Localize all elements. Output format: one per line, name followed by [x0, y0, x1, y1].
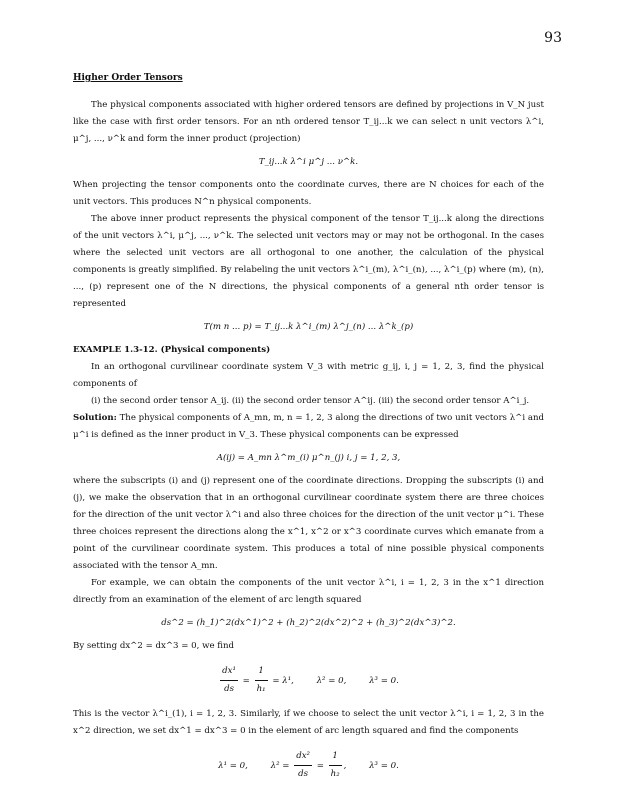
- eq5-term-2: λ² = 0,: [316, 676, 347, 686]
- eq6-term-1: λ¹ = 0,: [218, 761, 248, 771]
- eq5-term-1: $\frac{\text{dx¹}}{ds}$ = $\frac{1}{\text{h₁}}$ = λ¹,: [218, 663, 294, 698]
- paragraph-3: The above inner product represents the physical component of the tensor T_ij...k along the directions of the unit vectors λ^i, μ^j, ..., ν^k. The selected unit vectors may or may not be orthogonal. In the cases where the selected unit vectors are all orthogonal to one another, the calculation of the physical components is greatly simplified. By relabeling the unit vectors λ^i_(m), λ^i_(n), ..., λ^i_(p) where (m), (n), ..., (p) represent one of the N directions, the physical components of a general nth order tensor is represented: [73, 214, 544, 309]
- paragraph-10: This is the vector λ^i_(1), i = 1, 2, 3. Similarly, if we choose to select the unit vector λ^i, i = 1, 2, 3 in the x^2 direction, we set dx^1 = dx^3 = 0 in the element of arc length squared and find the components: [73, 709, 544, 736]
- paragraph-9: By setting dx^2 = dx^3 = 0, we find: [73, 641, 235, 651]
- eq6-frac1-den: ds: [298, 769, 309, 779]
- eq6-term-2: λ² = $\frac{\text{dx²}}{ds}$ = $\frac{1}{\text{h₂}}$ ,: [271, 748, 347, 783]
- eq6-fraction-2: [329, 748, 342, 783]
- eq5-frac1-den: ds: [224, 684, 234, 694]
- equation-1: T_ij...k λ^i μ^j ... ν^k.: [258, 157, 359, 167]
- page-number: 93: [544, 30, 562, 46]
- equation-6: [73, 748, 544, 783]
- solution-label: Solution:: [73, 413, 117, 423]
- section-heading: Higher Order Tensors: [73, 73, 183, 83]
- paragraph-1: The physical components associated with higher ordered tensors are defined by projections in V_N just like the case with first order tensors. For an nth ordered tensor T_ij...k we can select n unit vectors λ^i, μ^j, ..., ν^k and form the inner product (projection): [73, 100, 544, 144]
- equation-4: ds^2 = (h_1)^2(dx^1)^2 + (h_2)^2(dx^2)^2 + (h_3)^2(dx^3)^2.: [161, 618, 456, 628]
- example-title: EXAMPLE 1.3-12. (Physical components): [73, 345, 271, 355]
- paragraph-8: For example, we can obtain the components of the unit vector λ^i, i = 1, 2, 3 in the x^1 direction directly from an examination of the element of arc length squared: [73, 578, 544, 605]
- solution-paragraph: [73, 410, 544, 444]
- eq5-term-3: λ³ = 0.: [369, 676, 399, 686]
- eq5-frac2-den: h₁: [256, 684, 266, 694]
- eq6-frac2-num: 1: [329, 748, 342, 766]
- paragraph-6: The physical components of A_mn, m, n = 1, 2, 3 along the directions of two unit vectors λ^i and μ^i is defined as the inner product in V_3. These physical components can be expressed: [73, 413, 544, 440]
- equation-5: [73, 663, 544, 698]
- eq6-frac2-den: h₂: [330, 769, 340, 779]
- equation-2: T(m n ... p) = T_ij...k λ^i_(m) λ^j_(n) ... λ^k_(p): [203, 322, 414, 332]
- eq6-frac1-num: dx²: [294, 748, 312, 766]
- page-content: [73, 70, 544, 791]
- paragraph-2: When projecting the tensor components onto the coordinate curves, there are N choices for each of the unit vectors. This produces N^n physical components.: [73, 180, 544, 207]
- equation-3: A(ij) = A_mn λ^m_(i) μ^n_(j) i, j = 1, 2, 3,: [216, 453, 401, 463]
- eq5-frac2-num: 1: [255, 663, 268, 681]
- eq6-term-3: λ³ = 0.: [369, 761, 399, 771]
- paragraph-4: In an orthogonal curvilinear coordinate system V_3 with metric g_ij, i, j = 1, 2, 3, find the physical components of: [73, 362, 544, 389]
- eq5-fraction-1: [220, 663, 238, 698]
- eq5-tail-1: = λ¹,: [272, 676, 294, 686]
- eq6-lhs-2: λ² =: [270, 761, 290, 771]
- paragraph-7: where the subscripts (i) and (j) represent one of the coordinate directions. Dropping the subscripts (i) and (j), we make the observation that in an orthogonal curvilinear coordinate system there are three choices for the direction of the unit vector λ^i and also three choices for the direction of the unit vector μ^i. These three choices represent the directions along the x^1, x^2 or x^3 coordinate curves which emanate from a point of the curvilinear coordinate system. This produces a total of nine possible physical components associated with the tensor A_mn.: [73, 476, 544, 571]
- eq5-fraction-2: [255, 663, 268, 698]
- eq6-fraction-1: [294, 748, 312, 783]
- paragraph-5: (i) the second order tensor A_ij. (ii) the second order tensor A^ij. (iii) the second order tensor A^i_j.: [91, 396, 530, 406]
- eq5-frac1-num: dx¹: [220, 663, 238, 681]
